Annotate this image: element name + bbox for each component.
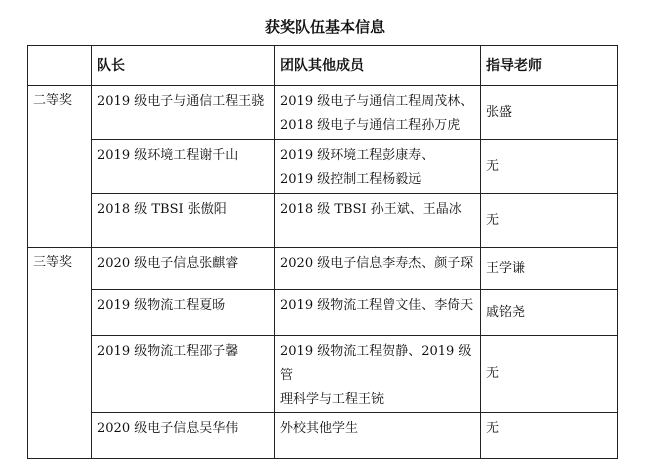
table-row [28,140,618,194]
award-level-cell: 三等奖 [28,248,92,459]
advisor-cell: 王学谦 [481,248,618,290]
captain-cell: 2019 级物流工程夏旸 [92,290,275,336]
award-teams-table [27,45,618,459]
members-cell [275,290,481,336]
captain-cell: 2020 级电子信息张麒睿 [92,248,275,290]
table-row [28,248,618,290]
members-cell [275,413,481,459]
table-row [28,413,618,459]
members-cell [275,248,481,290]
members-cell [275,194,481,248]
captain-cell: 2020 级电子信息吴华伟 [92,413,275,459]
members-line: 2020 级电子信息李寿杰、颜子琛 [280,256,474,271]
captain-cell: 2019 级环境工程谢千山 [92,140,275,194]
advisor-cell: 无 [481,413,618,459]
members-line: 2019 级电子与通信工程周茂林、 [280,94,474,109]
captain-cell: 2018 级 TBSI 张傲阳 [92,194,275,248]
members-line: 理科学与工程王铳 [280,392,385,407]
members-cell [275,86,481,140]
table-row [28,290,618,336]
members-cell [275,336,481,413]
members-line: 外校其他学生 [280,421,359,436]
header-advisor: 指导老师 [481,46,618,86]
members-cell [275,140,481,194]
members-line: 2019 级环境工程彭康寿、 [280,148,435,163]
members-line: 2019 级控制工程杨毅远 [280,172,422,187]
members-line: 2018 级 TBSI 孙王斌、王晶冰 [280,202,462,217]
table-row [28,86,618,140]
header-award [28,46,92,86]
advisor-cell: 戚铭尧 [481,290,618,336]
advisor-cell: 无 [481,336,618,413]
header-row [28,46,618,86]
captain-cell: 2019 级电子与通信工程王骁 [92,86,275,140]
members-line: 2019 级物流工程曾文佳、李倚天 [280,298,474,313]
captain-cell: 2019 级物流工程邵子馨 [92,336,275,413]
award-level-cell: 二等奖 [28,86,92,248]
members-line: 2019 级物流工程贺静、2019 级管 [280,344,472,383]
table-row [28,336,618,413]
advisor-cell: 张盛 [481,86,618,140]
advisor-cell: 无 [481,140,618,194]
header-captain: 队长 [92,46,275,86]
advisor-cell: 无 [481,194,618,248]
table-title: 获奖队伍基本信息 [264,18,385,36]
header-members: 团队其他成员 [275,46,481,86]
members-line: 2018 级电子与通信工程孙万虎 [280,118,461,133]
table-row [28,194,618,248]
